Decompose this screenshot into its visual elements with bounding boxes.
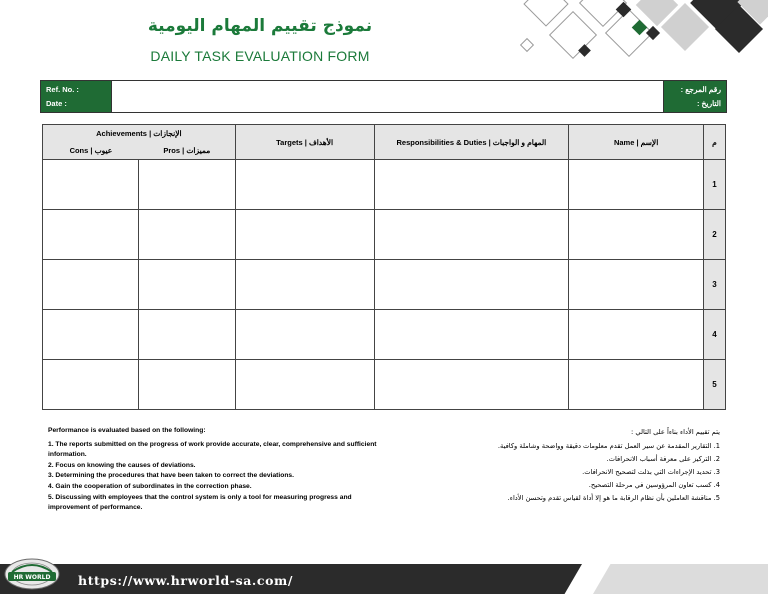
date-label-arabic: التاريخ : — [696, 98, 721, 108]
logo-text: HR WORLD — [13, 574, 51, 581]
ref-date-input-area[interactable] — [111, 81, 664, 112]
notes-item: 5. Discussing with employees that the control system is only a tool for measuring progress and improvement of performance. — [48, 493, 352, 512]
ref-no-label-arabic: رقم المرجع : — [680, 85, 721, 95]
notes-item-arabic: 4. كسب تعاون المرؤوسين في مرحلة التصحيح. — [588, 481, 720, 489]
website-link[interactable]: https://www.hrworld-sa.com/ — [78, 573, 293, 588]
notes-item: 3. Determining the procedures that have been taken to correct the deviations. — [48, 472, 295, 480]
notes-heading: Performance is evaluated based on the following: — [48, 427, 206, 434]
evaluation-notes-english — [48, 426, 378, 514]
pros-cell[interactable] — [138, 160, 235, 210]
table-row — [43, 310, 726, 360]
pros-cell[interactable] — [138, 310, 235, 360]
notes-item-arabic: 2. التركيز على معرفة أسباب الانحرافات. — [606, 455, 720, 463]
page-title-arabic: نموذج تقييم المهام اليومية — [147, 16, 373, 36]
cons-cell[interactable] — [43, 360, 139, 410]
pros-label: Pros | مميزات — [163, 146, 211, 155]
notes-heading-arabic: يتم تقييم الأداء بناءاً على التالي : — [631, 428, 720, 436]
responsibilities-header: Responsibilities & Duties | المهام و الواجبات — [374, 125, 569, 160]
name-cell[interactable] — [569, 360, 704, 410]
responsibilities-cell[interactable] — [374, 260, 569, 310]
notes-item-arabic: 1. التقارير المقدمة عن سير العمل تقدم معلومات دقيقة وواضحة وشاملة وكافية. — [497, 442, 720, 450]
achievements-header — [43, 125, 236, 160]
pros-cell[interactable] — [138, 210, 235, 260]
targets-cell[interactable] — [235, 160, 374, 210]
name-cell[interactable] — [569, 210, 704, 260]
name-cell[interactable] — [569, 310, 704, 360]
responsibilities-cell[interactable] — [374, 360, 569, 410]
decorative-diamond-pattern — [508, 0, 768, 70]
row-number: 5 — [704, 360, 726, 410]
targets-cell[interactable] — [235, 210, 374, 260]
targets-cell[interactable] — [235, 360, 374, 410]
row-number: 3 — [704, 260, 726, 310]
name-header: Name | الإسم — [569, 125, 704, 160]
hr-world-logo — [2, 552, 62, 592]
notes-item: 4. Gain the cooperation of subordinates in the correction phase. — [48, 482, 252, 490]
footer-grey-accent — [593, 564, 768, 594]
row-number: 4 — [704, 310, 726, 360]
date-label: Date : — [46, 98, 67, 108]
targets-cell[interactable] — [235, 310, 374, 360]
notes-item: 1. The reports submitted on the progress of work provide accurate, clear, comprehensive and sufficient information. — [48, 440, 377, 459]
table-row — [43, 210, 726, 260]
table-row — [43, 360, 726, 410]
responsibilities-cell[interactable] — [374, 210, 569, 260]
cons-cell[interactable] — [43, 260, 139, 310]
targets-cell[interactable] — [235, 260, 374, 310]
cons-cell[interactable] — [43, 160, 139, 210]
targets-header: Targets | الأهداف — [235, 125, 374, 160]
row-number: 1 — [704, 160, 726, 210]
evaluation-table — [42, 124, 726, 410]
cons-cell[interactable] — [43, 210, 139, 260]
pros-cell[interactable] — [138, 260, 235, 310]
ref-labels-arabic — [664, 81, 726, 112]
page-title-english: DAILY TASK EVALUATION FORM — [150, 48, 370, 64]
evaluation-notes-arabic — [420, 426, 720, 505]
cons-cell[interactable] — [43, 310, 139, 360]
ref-labels-english — [41, 81, 111, 112]
footer — [0, 564, 768, 594]
name-cell[interactable] — [569, 260, 704, 310]
cons-label: Cons | عيوب — [69, 146, 113, 155]
row-number: 2 — [704, 210, 726, 260]
table-header-row — [43, 125, 726, 160]
notes-item-arabic: 3. تحديد الإجراءات التي بذلت لتصحيح الانحرافات. — [582, 468, 720, 476]
notes-item-arabic: 5. مناقشة العاملين بأن نظام الرقابة ما هو إلا أداة لقياس تقدم وتحسن الأداء. — [507, 494, 720, 502]
responsibilities-cell[interactable] — [374, 160, 569, 210]
table-row — [43, 160, 726, 210]
achievements-label: Achievements | الإنجازات — [96, 129, 182, 138]
ref-no-label: Ref. No. : — [46, 85, 79, 95]
notes-item: 2. Focus on knowing the causes of deviations. — [48, 461, 196, 469]
table-row — [43, 260, 726, 310]
number-header: م — [704, 125, 726, 160]
responsibilities-cell[interactable] — [374, 310, 569, 360]
pros-cell[interactable] — [138, 360, 235, 410]
reference-date-bar — [40, 80, 727, 113]
name-cell[interactable] — [569, 160, 704, 210]
